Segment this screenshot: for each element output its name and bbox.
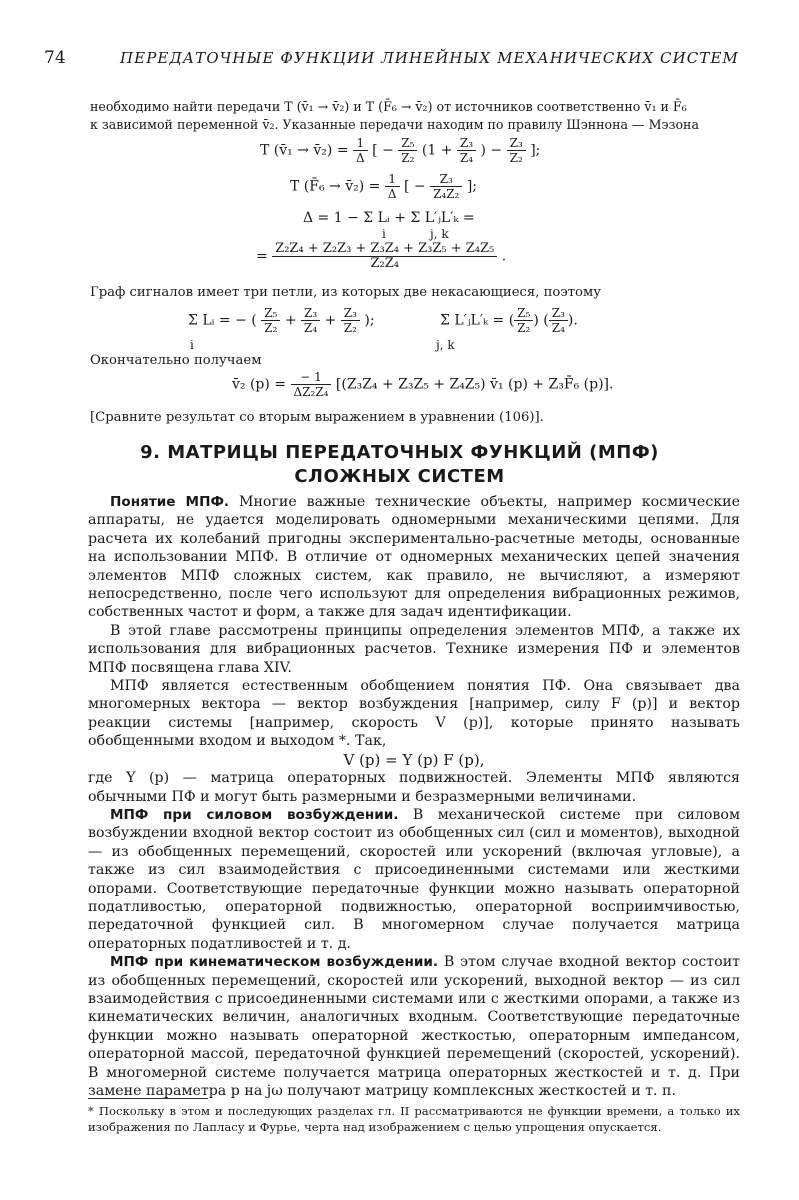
fraction: $\frac{1}{\Delta}$ bbox=[385, 172, 400, 201]
paragraph-mobility-matrix: где Y (p) — матрица операторных подвижностей. Элементы МПФ являются обычными ПФ и могут быть размерными и безразмерными величинами. bbox=[88, 770, 740, 805]
running-title: ПЕРЕДАТОЧНЫЕ ФУНКЦИИ ЛИНЕЙНЫХ МЕХАНИЧЕСКИХ СИСТЕМ bbox=[120, 49, 739, 67]
loops-index-i: i bbox=[190, 338, 194, 352]
footnote: * Поскольку в этом и последующих разделах гл. II рассматриваются не функции времени, а только их изображения по Лапласу и Фурье, черта над изображением с целью упрощения опускается. bbox=[88, 1104, 740, 1134]
formula-delta: Δ = 1 − Σ Lᵢ + Σ L′ⱼL′ₖ = bbox=[303, 210, 475, 226]
paragraph-concept: Понятие МПФ. Многие важные технические объекты, например космические аппараты, не удается моделировать одномерными механическими цепями. Для расчета их колебаний пригодны экспериментально-расчетные методы, основанные на использовании МПФ. В отличие от одномерных механических цепей значения элементов МПФ сложных систем, как правило, не вычисляют, а измеряют непосредственно, после чего используют для определения вибрационных режимов, собственных частот и форм, а также для задач идентификации. bbox=[88, 494, 740, 621]
graph-text: Граф сигналов имеет три петли, из которых две некасающиеся, поэтому bbox=[90, 285, 601, 300]
fraction: $\frac{1}{\Delta}$ bbox=[353, 136, 368, 165]
page-header bbox=[44, 48, 744, 76]
page-number: 74 bbox=[44, 48, 66, 68]
compare-text: [Сравните результат со вторым выражением в уравнении (106)]. bbox=[90, 410, 544, 425]
fraction: $\frac{\text{Z₂Z₄ + Z₂Z₃ + Z₃Z₄ + Z₃Z₅ + Z₄Z₅}}{\text{Z₂Z₄}}$ bbox=[272, 242, 497, 271]
delta-index-i: i bbox=[382, 227, 386, 241]
fraction: $\frac{\text{Z₃}}{\text{Z₄}}$ bbox=[301, 306, 320, 335]
formula-final-v2: v̄₂ (p) = $\frac{- 1}{\text{ΔZ₂Z₄}}$ [(Z₃Z₄ + Z₃Z₅ + Z₄Z₅) v̄₁ (p) + Z₃F̄₆ (p)]. bbox=[232, 370, 614, 399]
fraction: $\frac{\text{Z₃}}{\text{Z₄}}$ bbox=[549, 306, 568, 335]
fraction: $\frac{\text{Z₃}}{\text{Z₄}}$ bbox=[457, 136, 476, 165]
formula-lhs: T (v̄₁ → v̄₂) = bbox=[260, 142, 349, 159]
fraction: $\frac{\text{Z₃}}{\text{Z₄Z₂}}$ bbox=[430, 172, 462, 201]
section-title-line-2: СЛОЖНЫХ СИСТЕМ bbox=[294, 466, 505, 487]
formula-transfer-v1-v2: T (v̄₁ → v̄₂) = $\frac{1}{\Delta}$ [ − $\frac{\text{Z₅}}{\text{Z₂}}$ (1 + $\frac{\text{Z₃}}{\text{Z₄}}$ ) − $\frac{\text{Z₃}}{\text{Z₂}}$ ]; bbox=[260, 136, 541, 165]
loops-index-jk: j, k bbox=[436, 338, 455, 352]
paragraph-force-excitation: МПФ при силовом возбуждении. В механической системе при силовом возбуждении входной вектор состоит из обобщенных сил (сил и моментов), выходной — из обобщенных перемещений, скоростей или ускорений (включая угловые), а также из сил взаимодействия с присоединенными системами или жесткими опорами. Соответствующие передаточные функции можно называть операторной податливостью, операторной подвижностью, операторной восприимчивостью, передаточной функцией сил. В многомерном случае получается матрица операторных податливостей и т. д. bbox=[88, 806, 741, 952]
fraction: $\frac{\text{Z₃}}{\text{Z₂}}$ bbox=[341, 306, 360, 335]
paragraph-kinematic-excitation: МПФ при кинематическом возбуждении. В этом случае входной вектор состоит из обобщенных перемещений, скоростей или ускорений, выходной вектор — из сил взаимодействия с присоединенными системами или с жесткими опорами, а также из кинематических величин, аналогичных входным. Соответствующие передаточные функции можно называть операторной жесткостью, операторным импедансом, операторной массой, передаточной функцией перемещений (скоростей, ускорений). В многомерной системе получается матрица операторных жесткостей и т. д. При замене параметра p на jω получают матрицу комплексных жесткостей и т. п. bbox=[88, 954, 741, 1099]
fraction: $\frac{\text{Z₃}}{\text{Z₂}}$ bbox=[507, 136, 526, 165]
paragraph-chapter-scope: В этой главе рассмотрены принципы определения элементов МПФ, а также их использования для вибрационных расчетов. Технике измерения ПФ и элементов МПФ посвящена глава XIV. bbox=[88, 622, 740, 676]
equation-v-y-f: V (p) = Y (p) F (p), bbox=[343, 750, 485, 769]
intro-line-2: к зависимой переменной v̄₂. Указанные передачи находим по правилу Шэннона — Мэзона bbox=[90, 117, 699, 132]
formula-nontouching-loops: Σ L′ⱼL′ₖ = ( $\frac{\text{Z₅}}{\text{Z₂}}$ ) ( $\frac{\text{Z₃}}{\text{Z₄}}$ ). bbox=[440, 306, 578, 335]
fraction: $\frac{\text{Z₅}}{\text{Z₂}}$ bbox=[261, 306, 280, 335]
intro-line-1: необходимо найти передачи T (v̄₁ → v̄₂) и T (F̄₆ → v̄₂) от источников соответственно v̄₁ и F̄₆ bbox=[90, 99, 687, 114]
paragraph-generalization: МПФ является естественным обобщением понятия ПФ. Она связывает два многомерных вектора — вектор возбуждения [например, силу F (p)] и вектор реакции системы [например, скорость V (p)], которые принято называть обобщенными входом и выходом *. Так, bbox=[88, 678, 740, 750]
section-body bbox=[88, 493, 740, 1100]
formula-delta-expanded: = $\frac{\text{Z₂Z₄ + Z₂Z₃ + Z₃Z₄ + Z₃Z₅ + Z₄Z₅}}{\text{Z₂Z₄}}$ . bbox=[256, 241, 507, 271]
formula-transfer-f6-v2: T (F̄₆ → v̄₂) = $\frac{1}{\Delta}$ [ − $\frac{\text{Z₃}}{\text{Z₄Z₂}}$ ]; bbox=[290, 172, 477, 201]
final-text: Окончательно получаем bbox=[90, 353, 262, 368]
fraction: $\frac{- 1}{\text{ΔZ₂Z₄}}$ bbox=[291, 370, 332, 399]
delta-index-jk: j, k bbox=[430, 227, 449, 241]
section-title-line-1: 9. МАТРИЦЫ ПЕРЕДАТОЧНЫХ ФУНКЦИЙ (МПФ) bbox=[140, 442, 659, 463]
fraction: $\frac{\text{Z₅}}{\text{Z₂}}$ bbox=[514, 306, 533, 335]
fraction: $\frac{\text{Z₅}}{\text{Z₂}}$ bbox=[398, 136, 417, 165]
formula-loops-sum: Σ Lᵢ = − ( $\frac{\text{Z₅}}{\text{Z₂}}$ + $\frac{\text{Z₃}}{\text{Z₄}}$ + $\frac{\text{Z₃}}{\text{Z₂}}$ ); bbox=[188, 306, 375, 335]
footnote-divider bbox=[88, 1098, 208, 1099]
